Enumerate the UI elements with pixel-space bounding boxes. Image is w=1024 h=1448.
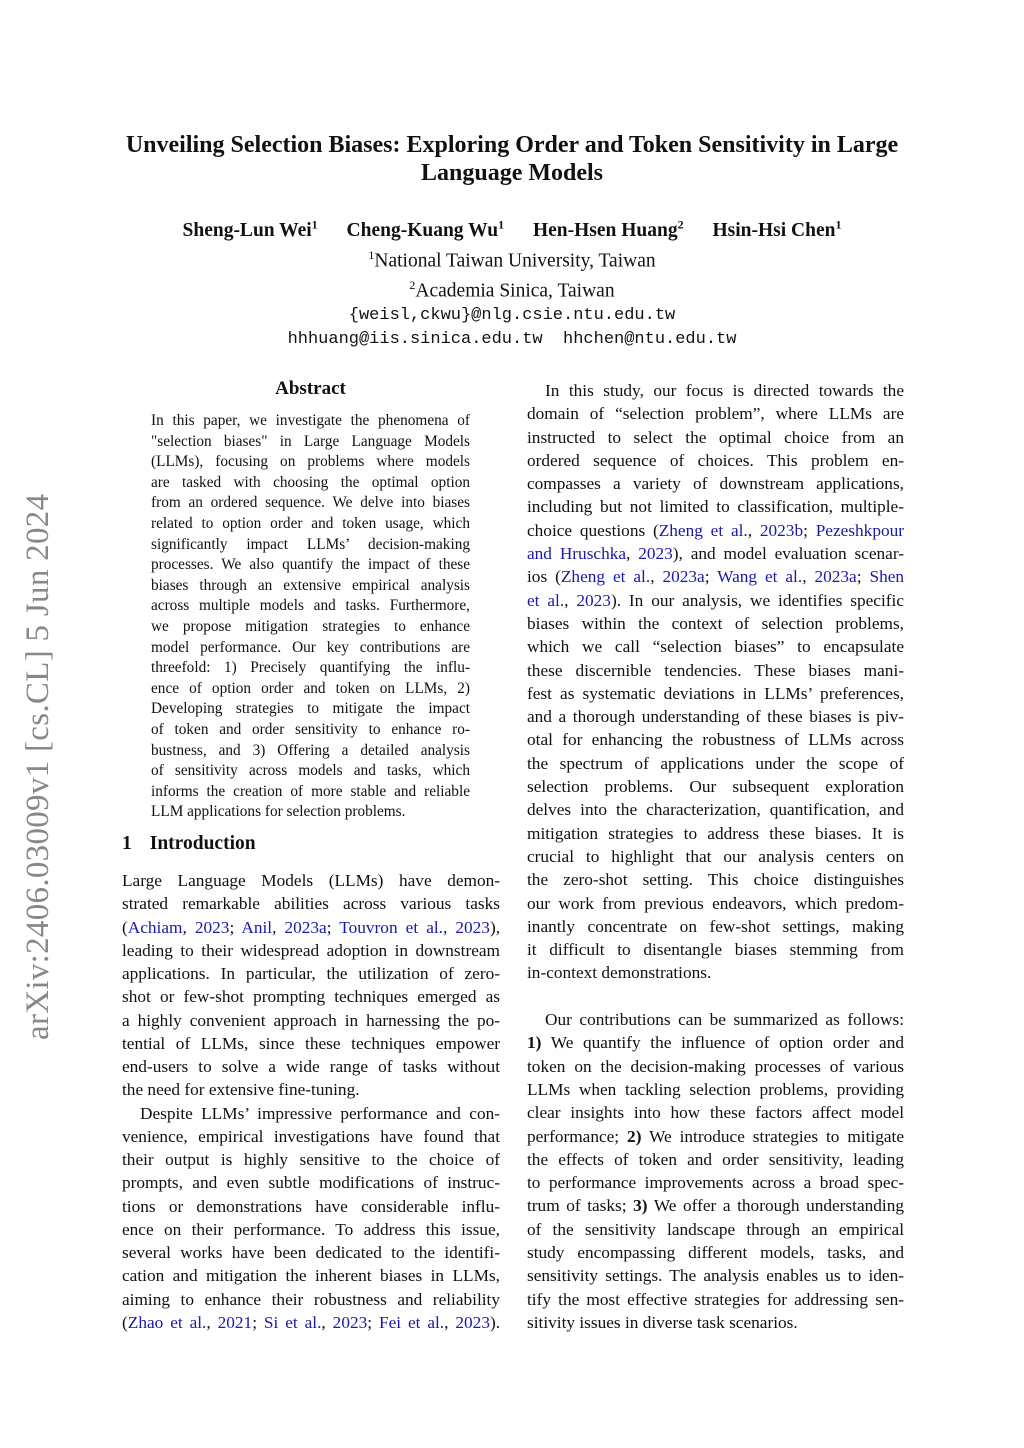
text-line: which we call “selection biases” to encapsulate xyxy=(527,637,904,657)
text-line: applications. In particular, the utilization of zero- xyxy=(122,964,500,983)
text: We offer a thorough understanding xyxy=(647,1196,904,1216)
text-line: compasses a variety of downstream applications, xyxy=(527,474,904,494)
abstract-body xyxy=(151,411,470,823)
text-line: of token and order sensitivity to enhance ro- xyxy=(151,720,470,738)
text-line xyxy=(527,519,904,542)
text-line: delves into the characterization, quantification, and xyxy=(527,800,904,820)
title-line: Language Models xyxy=(420,160,603,186)
text-line: LLM applications for selection problems. xyxy=(151,803,406,821)
citation-link[interactable]: 2023 xyxy=(576,590,611,610)
text: , xyxy=(650,567,663,587)
text-line: threefold: 1) Precisely quantifying the influ- xyxy=(151,659,470,677)
citation-link[interactable]: 2023 xyxy=(638,544,673,564)
bold-text: 2) xyxy=(627,1126,642,1146)
text-line: In this study, our focus is directed towards the xyxy=(545,381,904,400)
text: ( xyxy=(122,1312,128,1332)
text-line: of the sensitivity landscape through an empirical xyxy=(527,1219,904,1239)
citation-link[interactable]: 2023 xyxy=(332,1312,368,1332)
text-line: prompts, and even subtle modifications of instruc- xyxy=(122,1173,500,1193)
text-line: Developing strategies to mitigate the impact xyxy=(151,700,470,718)
citation-link[interactable]: Fei et al. xyxy=(378,1312,445,1332)
text: , xyxy=(564,590,577,610)
text-line: study encompassing different models, tasks, and xyxy=(527,1242,904,1262)
text-line: these discernible tendencies. These biases mani- xyxy=(527,660,904,680)
text-line: Large Language Models (LLMs) have demon- xyxy=(122,871,500,890)
arxiv-identifier-stamp: arXiv:2406.03009v1 [cs.CL] 5 Jun 2024 xyxy=(20,493,56,1040)
text-line: aiming to enhance their robustness and reliability xyxy=(122,1289,500,1309)
citation-link[interactable]: Zhao et al. xyxy=(127,1312,207,1332)
text-line: shot or few-shot prompting techniques emerged as xyxy=(122,987,500,1007)
text-line: the effects of token and order sensitivity, leading xyxy=(527,1149,904,1169)
citation-link[interactable]: 2023a xyxy=(814,567,857,587)
text-line: their output is highly sensitive to the choice of xyxy=(122,1150,500,1169)
text-line: across multiple models and tasks. Furthermore, xyxy=(151,597,470,615)
author: Hsin-Hsi Chen$^1$ xyxy=(712,217,842,241)
text-line: ence on their performance. To address this issue, xyxy=(122,1219,500,1239)
text: ; xyxy=(229,917,242,937)
text-line: In this paper, we investigate the phenomena of xyxy=(151,412,470,429)
bold-text: 3) xyxy=(633,1196,648,1216)
citation-link[interactable]: 2023 xyxy=(455,917,490,937)
text: ios ( xyxy=(527,567,561,587)
text: ; xyxy=(252,1312,264,1332)
author: Sheng-Lun Wei$^1$ xyxy=(182,217,318,241)
author-names xyxy=(100,212,924,243)
text-line: Despite LLMs’ impressive performance and con- xyxy=(140,1103,500,1123)
text-line: the zero-shot setting. This choice distinguishes xyxy=(527,870,904,890)
text-line: it difficult to disentangle biases stemming from xyxy=(527,940,904,960)
text-line xyxy=(122,1311,500,1334)
citation-link[interactable]: 2023a xyxy=(662,567,705,587)
abstract-heading: Abstract xyxy=(275,378,346,399)
text: We quantify the influence of option order and xyxy=(541,1033,904,1053)
bold-text: 1) xyxy=(527,1033,542,1053)
author: Hen-Hsen Huang$^2$ xyxy=(532,217,684,241)
text-line: bustness, and 3) Offering a detailed analysis xyxy=(151,741,470,759)
email-line: hhhuang@iis.sinica.edu.tw hhchen@ntu.edu.tw xyxy=(287,329,737,349)
text-line: sitivity issues in diverse task scenarios. xyxy=(527,1312,798,1332)
affiliation: $^1$National Taiwan University, Taiwan xyxy=(368,247,656,271)
citation-link[interactable]: 2023a xyxy=(284,917,327,937)
text-line: leading to their widespread adoption in downstream xyxy=(122,940,500,960)
text-line: the spectrum of applications under the scope of xyxy=(527,753,904,773)
paragraph xyxy=(151,411,470,823)
citation-link[interactable]: Anil xyxy=(241,917,273,937)
text-line: venience, empirical investigations have found that xyxy=(122,1126,500,1146)
text: , xyxy=(272,917,285,937)
title-line: Unveiling Selection Biases: Exploring Order and Token Sensitivity in Large xyxy=(125,132,899,158)
paragraph xyxy=(527,379,904,985)
citation-link[interactable]: 2023 xyxy=(194,917,230,937)
citation-link[interactable]: et al. xyxy=(527,590,565,610)
citation-link[interactable]: Achiam xyxy=(127,917,183,937)
text-line: domain of “selection problem”, where LLMs are xyxy=(527,404,904,424)
affiliation: $^2$Academia Sinica, Taiwan xyxy=(409,278,615,302)
text-line: biases through an extensive empirical analysis xyxy=(151,576,470,594)
citation-link[interactable]: Pezeshkpour xyxy=(815,520,904,540)
text: performance; xyxy=(527,1126,628,1146)
citation-link[interactable]: Wang et al. xyxy=(717,567,803,587)
text-line: LLMs when tackling selection problems, providing xyxy=(527,1079,904,1099)
text-line: "selection biases" in Large Language Models xyxy=(151,432,470,450)
text: ; xyxy=(367,1312,379,1332)
text: ), and model evaluation scenar- xyxy=(672,544,904,564)
text-line: tential of LLMs, since these techniques empower xyxy=(122,1033,500,1053)
text: ( xyxy=(122,917,128,937)
text: , xyxy=(802,567,815,587)
paragraph xyxy=(122,1102,500,1335)
text-line: of sensitivity across models and tasks, which xyxy=(151,762,470,780)
text-line: a highly convenient approach in harnessing the po- xyxy=(122,1010,500,1030)
text-line: biases within the context of selection problems, xyxy=(527,613,904,633)
text-line: ence of option order and token on LLMs, 2) xyxy=(151,679,470,697)
text-line: several works have been dedicated to the identifi- xyxy=(122,1243,500,1262)
text-line: in-context demonstrations. xyxy=(527,963,712,983)
author: Cheng-Kuang Wu$^1$ xyxy=(346,217,505,241)
text-line: model performance. Our key contributions are xyxy=(151,638,470,656)
text-line: end-users to solve a wide range of tasks without xyxy=(122,1057,500,1076)
text-line xyxy=(527,1194,904,1217)
citation-link[interactable]: Si et al. xyxy=(263,1312,322,1332)
citation-link[interactable]: Shen xyxy=(869,567,905,587)
author-block xyxy=(100,212,924,352)
text-line: from an ordered sequence. We delve into biases xyxy=(151,494,470,512)
text-line: to performance improvements across a broad spec- xyxy=(527,1173,904,1193)
text-line: and a thorough understanding of these biases is piv- xyxy=(527,707,904,727)
text-line: (LLMs), focusing on problems where models xyxy=(151,453,470,471)
text-line: including but not limited to classification, multiple- xyxy=(527,497,904,517)
text-line: crucial to highlight that our analysis centers on xyxy=(527,846,904,866)
text-line xyxy=(122,916,500,939)
text-line: inantly concentrate on few-shot settings, making xyxy=(527,916,904,936)
citation-link[interactable]: Touvron et al. xyxy=(339,917,443,937)
text: ). In our analysis, we identifies specific xyxy=(610,590,904,610)
text-line: processes. We also quantify the impact of these xyxy=(151,556,470,574)
text: , xyxy=(321,1312,333,1332)
text-line: tify the most effective strategies for addressing sen- xyxy=(527,1289,904,1309)
text: ; xyxy=(704,567,718,587)
text-line: tions or demonstrations have considerable influ- xyxy=(122,1196,500,1216)
paragraph xyxy=(527,985,904,1334)
text-line xyxy=(527,589,904,612)
text-line xyxy=(527,1031,904,1054)
text-line: selection problems. Our subsequent exploration xyxy=(527,777,904,797)
text-line: clear insights into how these factors affect model xyxy=(527,1103,904,1123)
citation-link[interactable]: Zheng et al. xyxy=(560,567,651,587)
text-line: our work from previous endeavors, which predom- xyxy=(527,893,904,913)
text-line: Our contributions can be summarized as follows: xyxy=(545,1010,904,1030)
text: , xyxy=(444,1312,456,1332)
text-line: token on the decision-making processes of various xyxy=(527,1056,904,1076)
text: ; xyxy=(856,567,870,587)
text-line: ordered sequence of choices. This problem en- xyxy=(527,450,904,470)
text: ). xyxy=(489,1312,501,1332)
citation-link[interactable]: Zheng et al. xyxy=(658,520,748,540)
text: , xyxy=(747,520,760,540)
text: trum of tasks; xyxy=(527,1196,634,1216)
citation-link[interactable]: 2021 xyxy=(217,1312,253,1332)
text-line: otal for enhancing the robustness of LLMs across xyxy=(527,730,904,750)
text: , xyxy=(182,917,195,937)
text-line: significantly impact LLMs’ decision-making xyxy=(151,535,470,553)
paper-title xyxy=(100,131,924,187)
text-line: instructed to select the optimal choice from an xyxy=(527,427,904,447)
text-line: related to option order and token usage, which xyxy=(151,514,470,532)
text-line: fest as systematic deviations in LLMs’ preferences, xyxy=(527,683,904,703)
text-line: the need for extensive fine-tuning. xyxy=(122,1080,360,1100)
left-column-body xyxy=(122,869,500,1334)
text: choice questions ( xyxy=(527,520,659,540)
text-line xyxy=(527,542,904,565)
text-line: are tasked with choosing the optimal option xyxy=(151,473,470,491)
citation-link[interactable]: 2023 xyxy=(455,1312,490,1332)
text: , xyxy=(626,544,639,564)
text-line xyxy=(527,1125,904,1148)
text: ), xyxy=(489,917,501,937)
citation-link[interactable]: and Hruschka xyxy=(527,544,627,564)
text: , xyxy=(206,1312,218,1332)
text-line: strated remarkable abilities across various tasks xyxy=(122,894,500,914)
text: We introduce strategies to mitigate xyxy=(641,1126,904,1146)
text-line: cation and mitigation the inherent biases in LLMs, xyxy=(122,1266,500,1286)
email-line: {weisl,ckwu}@nlg.csie.ntu.edu.tw xyxy=(348,305,676,325)
right-column-body xyxy=(527,379,904,1334)
text-line xyxy=(527,565,904,588)
text: ; xyxy=(326,917,340,937)
text-line: mitigation strategies to address these biases. It is xyxy=(527,823,904,843)
section-heading-introduction: 1 Introduction xyxy=(122,833,256,854)
text-line: informs the creation of more stable and reliable xyxy=(151,782,470,800)
text-line: we propose mitigation strategies to enhance xyxy=(151,617,470,635)
paragraph xyxy=(122,869,500,1102)
text: , xyxy=(442,917,456,937)
text: ; xyxy=(803,520,816,540)
citation-link[interactable]: 2023b xyxy=(759,520,804,540)
text-line: sensitivity settings. The analysis enables us to iden- xyxy=(527,1266,904,1286)
